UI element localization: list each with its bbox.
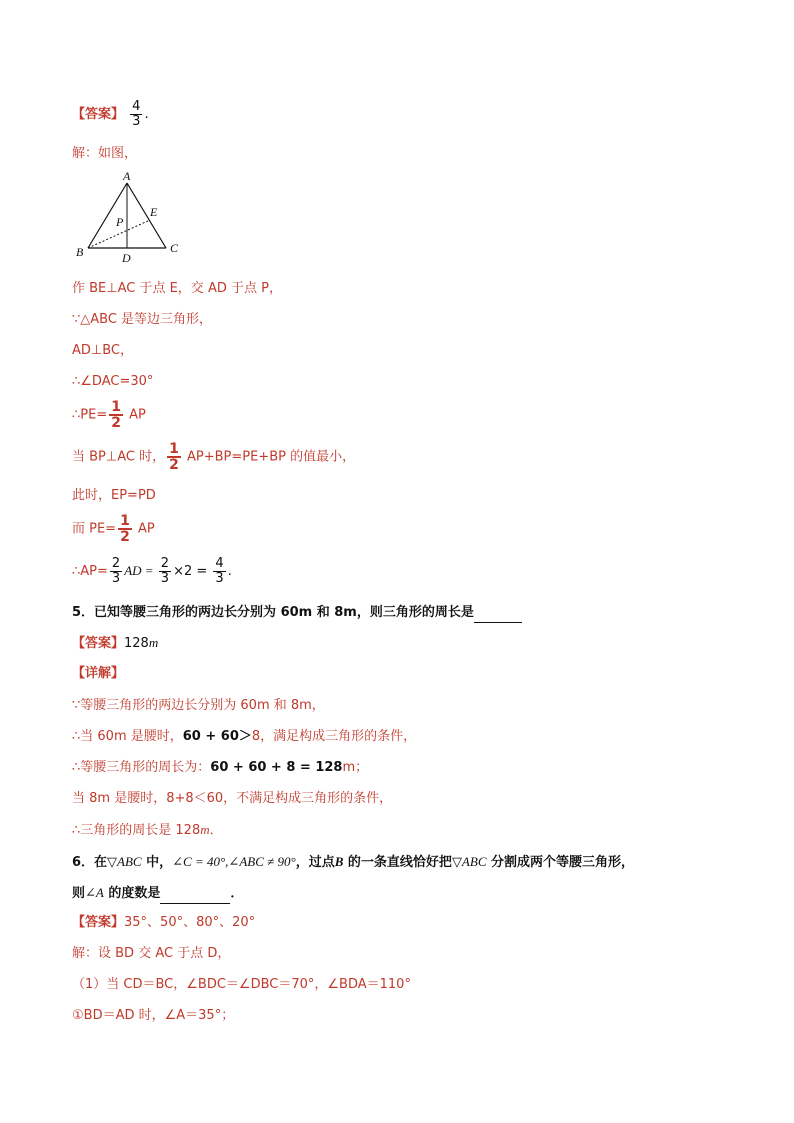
step-equilateral: ∵△ABC 是等边三角形， [72, 312, 213, 327]
q6-step-3: ①BD＝AD 时，∠A＝35°； [72, 1008, 235, 1023]
q5-step-3: ∴等腰三角形的周长为：60 + 60 + 8 = 128m； [72, 760, 369, 775]
q5-conclusion: ∴三角形的周长是 128m． [72, 822, 223, 838]
blank-6 [160, 885, 230, 904]
triangle-figure [70, 168, 190, 268]
step-pe-half-2: 而 PE= $\frac{1}{2}$ AP [72, 513, 155, 545]
question-5: 5．已知等腰三角形的两边长分别为 60m 和 8m，则三角形的周长是 [72, 604, 522, 623]
step-pe-half: ∴PE= $\frac{1}{2}$ AP [72, 399, 146, 431]
q6-step-2: （1）当 CD＝BC，∠BDC＝∠DBC＝70°，∠BDA＝110° [72, 977, 411, 992]
step-ap-result: ∴AP= $\frac{2}{3}$ AD = $\frac{2}{3}$ ×2 = $\frac{4}{3}$ . [72, 556, 232, 586]
step-be-perp: 作 BE⊥AC 于点 E，交 AD 于点 P， [72, 281, 282, 296]
label-D: D [122, 251, 131, 265]
answer-6: 【答案】35°、50°、80°、20° [72, 915, 256, 930]
q5-step-1: ∵等腰三角形的两边长分别为 60m 和 8m， [72, 698, 325, 713]
q5-step-4: 当 8m 是腰时，8+8＜60，不满足构成三角形的条件， [72, 791, 393, 806]
label-C: C [170, 241, 179, 255]
label-P: P [116, 215, 124, 229]
detail-tag-5: 【详解】 [72, 666, 125, 681]
q6-step-1: 解：设 BD 交 AC 于点 D， [72, 946, 231, 961]
step-ep-pd: 此时，EP=PD [72, 488, 156, 503]
step-minimum: 当 BP⊥AC 时， $\frac{1}{2}$ AP+BP=PE+BP 的值最小， [72, 441, 356, 473]
question-6-line-2: 则∠A 的度数是 ． [72, 884, 243, 904]
answer-5: 【答案】128m [72, 635, 159, 651]
label-A: A [123, 169, 131, 183]
fraction-4-3: $\frac{4}{3}$ [132, 99, 141, 129]
label-E: E [150, 205, 158, 219]
step-angle-dac: ∴∠DAC=30° [72, 374, 154, 389]
answer-tag: 【答案】 [72, 107, 125, 122]
label-B: B [76, 245, 84, 259]
q5-step-2: ∴当 60m 是腰时，60 + 60＞8，满足构成三角形的条件， [72, 729, 417, 744]
solution-intro: 解：如图， [72, 146, 138, 161]
answer-line-4: 【答案】 $\frac{4}{3}$ . [72, 99, 149, 129]
question-6-line-1: 6．在▽ABC 中，∠C = 40°,∠ABC ≠ 90°，过点B 的一条直线恰好把▽ABC 分割成两个等腰三角形， [72, 854, 635, 870]
step-ad-perp: AD⊥BC， [72, 343, 133, 358]
blank-5 [474, 604, 522, 623]
